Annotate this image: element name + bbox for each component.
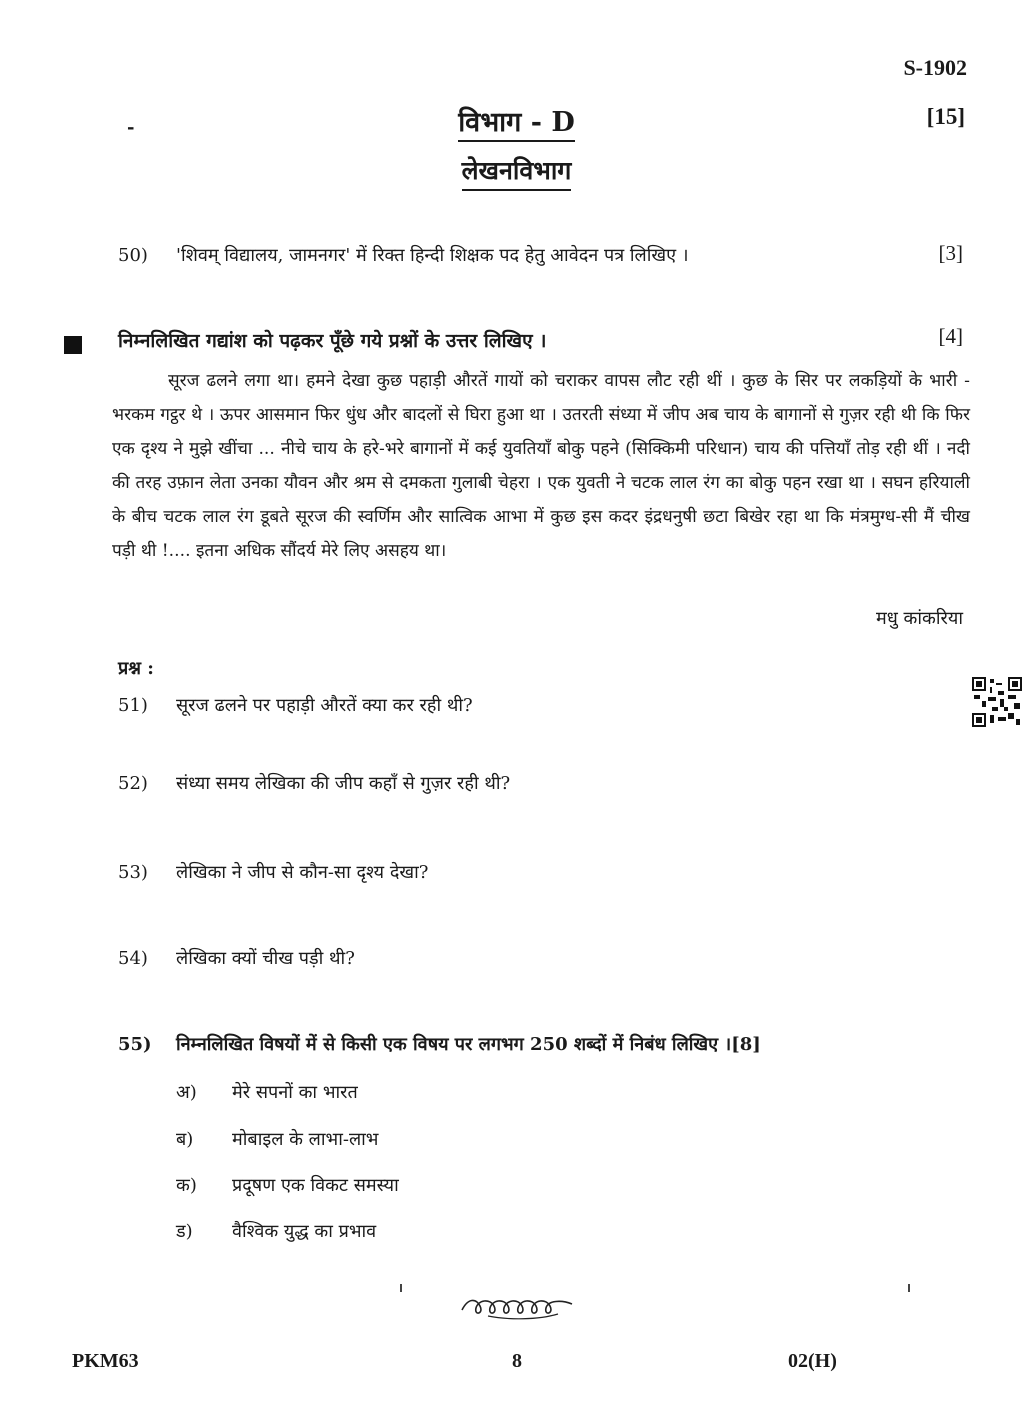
question-number: 50) <box>118 245 148 266</box>
question-text: लेखिका क्यों चीख पड़ी थी? <box>176 948 355 969</box>
section-subtitle-text: लेखनविभाग <box>462 156 572 191</box>
section-title <box>0 102 1033 139</box>
questions-label: प्रश्न : <box>118 658 154 679</box>
question-55 <box>118 1032 761 1056</box>
passage-author: मधु कांकरिया <box>876 608 963 629</box>
question-50 <box>118 243 689 267</box>
essay-option <box>176 1080 358 1104</box>
question-54 <box>118 946 355 970</box>
question-number: 52) <box>118 773 148 794</box>
question-text: लेखिका ने जीप से कौन-सा दृश्य देखा? <box>176 862 429 883</box>
footer-code: PKM63 <box>72 1350 139 1372</box>
section-marks: [15] <box>926 104 965 129</box>
question-text: सूरज ढलने पर पहाड़ी औरतें क्या कर रही थी? <box>176 695 473 716</box>
essay-option <box>176 1173 399 1197</box>
section-subtitle <box>0 153 1033 187</box>
question-text: 'शिवम् विद्यालय, जामनगर' में रिक्त हिन्दी शिक्षक पद हेतु आवेदन पत्र लिखिए । <box>176 245 689 266</box>
option-text: प्रदूषण एक विकट समस्या <box>232 1175 399 1196</box>
essay-option <box>176 1219 376 1243</box>
end-flourish-icon <box>458 1290 578 1324</box>
question-50-marks: [3] <box>938 241 963 265</box>
print-mark <box>908 1284 910 1292</box>
option-label: क) <box>176 1175 197 1196</box>
page-number: 8 <box>512 1350 522 1372</box>
option-text: मेरे सपनों का भारत <box>232 1082 358 1103</box>
option-label: ड) <box>176 1221 193 1242</box>
question-text: संध्या समय लेखिका की जीप कहाँ से गुज़र रही थी? <box>176 773 511 794</box>
qr-code-icon <box>972 677 1022 727</box>
paper-code: S-1902 <box>903 55 967 80</box>
question-number: 54) <box>118 948 148 969</box>
question-number: 55) <box>118 1034 152 1055</box>
print-mark <box>400 1284 402 1292</box>
question-52 <box>118 771 510 795</box>
passage-marks: [4] <box>938 324 963 348</box>
essay-option <box>176 1127 378 1151</box>
stray-mark: - <box>127 117 135 138</box>
question-53 <box>118 860 428 884</box>
option-label: ब) <box>176 1129 194 1150</box>
question-55-marks: [8] <box>731 1034 761 1055</box>
option-text: मोबाइल के लाभा-लाभ <box>232 1129 379 1150</box>
passage-text: सूरज ढलने लगा था। हमने देखा कुछ पहाड़ी औरतें गायों को चराकर वापस लौट रही थीं । कुछ के सिर पर लकड़ियों के भारी - भरकम गट्ठर थे । ऊपर आसमान फिर धुंध और बादलों से घिरा हुआ था । उतरती संध्या में जीप अब चाय के बागानों से गुज़र रही थी कि फिर एक दृश्य ने मुझे खींचा ... नीचे चाय के हरे-भरे बागानों में कई युवतियाँ बोकु पहने (सिक्किमी परिधान) चाय की पत्तियाँ तोड़ रही थीं । नदी की तरह उफ़ान लेता उनका यौवन और श्रम से दमकता गुलाबी चेहरा । एक युवती ने चटक लाल रंग का बोकु पहन रखा था । सघन हरियाली के बीच चटक लाल रंग डूबते सूरज की स्वर्णिम और सात्विक आभा में कुछ इस कदर इंद्रधनुषी छटा बिखेर रहा था कि मंत्रमुग्ध-सी मैं चीख पड़ी थी !.... इतना अधिक सौंदर्य मेरे लिए असहय था। <box>112 371 970 561</box>
question-number: 51) <box>118 695 148 716</box>
question-text: निम्नलिखित विषयों में से किसी एक विषय पर लगभग 250 शब्दों में निबंध लिखिए । <box>176 1034 732 1055</box>
option-text: वैश्विक युद्ध का प्रभाव <box>232 1221 377 1242</box>
section-title-text: विभाग - D <box>458 107 575 142</box>
footer-paper-id: 02(H) <box>788 1350 837 1372</box>
option-label: अ) <box>176 1082 197 1103</box>
bullet-square-icon <box>64 336 82 354</box>
passage-heading: निम्नलिखित गद्यांश को पढ़कर पूँछे गये प्रश्नों के उत्तर लिखिए । <box>118 330 547 352</box>
question-number: 53) <box>118 862 148 883</box>
question-51 <box>118 693 473 717</box>
